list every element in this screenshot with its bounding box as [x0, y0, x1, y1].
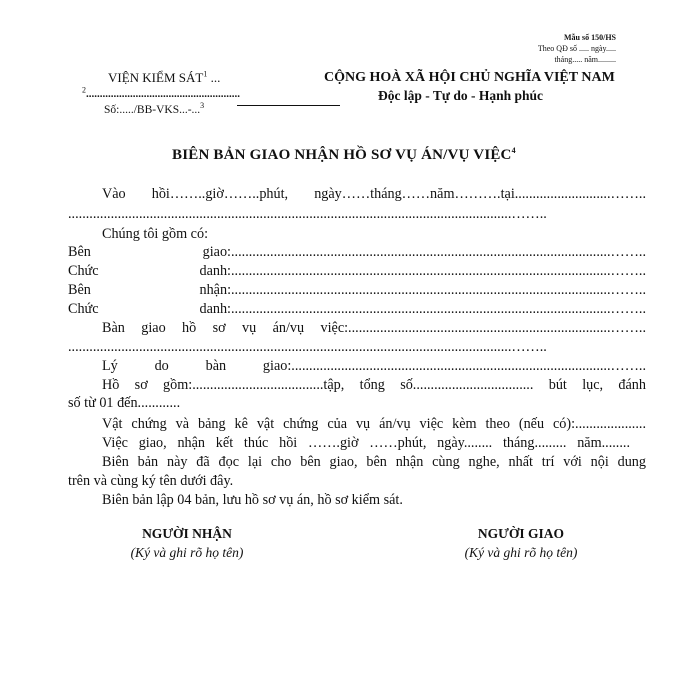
line-end-time: Việc giao, nhận kết thúc hồi …….giờ ……phút, ngày........ tháng......... năm........ — [102, 435, 630, 451]
org-subline-dots: ........................................................ — [86, 88, 240, 100]
line-read-aloud: Biên bản này đã đọc lại cho bên giao, bên nhận cùng nghe, nhất trí với nội dung — [102, 454, 646, 470]
national-motto: Độc lập - Tự do - Hạnh phúc — [378, 88, 544, 103]
line-receiver-title: Chức danh:...........................................................................................................…….. — [68, 301, 646, 317]
org-subline: $^2$........................................................ — [82, 85, 240, 100]
line-giver-title: Chức danh:...........................................................................................................…….. — [68, 263, 646, 279]
giver-note: (Ký và ghi rõ họ tên) — [464, 545, 578, 560]
line-receiver: Bên nhận:...........................................................................................................…….. — [68, 282, 646, 298]
line-case-file-continued: .............................................................................................................................…….. — [68, 339, 547, 355]
document-title: BIÊN BẢN GIAO NHẬN HỒ SƠ VỤ ÁN/VỤ VIỆC$^4$ — [172, 146, 516, 163]
receiver-title: NGƯỜI NHẬN — [142, 526, 232, 541]
line-case-file: Bàn giao hồ sơ vụ án/vụ việc:..........................................................................…….. — [102, 320, 646, 336]
header-underline — [237, 105, 340, 106]
line-file-numbering: số từ 01 đến............ — [68, 395, 181, 411]
form-code-date: tháng..... năm......... — [554, 55, 616, 64]
giver-title: NGƯỜI GIAO — [477, 526, 565, 541]
line-reason: Lý do bàn giao:..........................................................................................…….. — [102, 358, 646, 374]
document-number: Số:...../BB-VKS...-...$^3$ — [104, 101, 205, 116]
line-exhibits: Vật chứng và bảng kê vật chứng của vụ án/vụ việc kèm theo (nếu có):.................... — [102, 416, 646, 432]
line-giver: Bên giao:...........................................................................................................…….. — [68, 244, 646, 260]
form-code-number: Mẫu số 150/HS — [563, 33, 616, 42]
line-time-place: Vào hồi……..giờ……..phút, ngày……tháng……năm……….tại...........................…….. — [102, 186, 646, 202]
line-copies: Biên bản lập 04 bản, lưu hồ sơ vụ án, hồ sơ kiểm sát. — [102, 492, 403, 508]
line-signed-below: trên và cùng ký tên dưới đây. — [68, 473, 234, 489]
line-place-continued: .............................................................................................................................…….. — [68, 206, 547, 222]
form-code-decision: Theo QĐ số ..... ngày..... — [537, 44, 616, 53]
form-code-block — [538, 32, 616, 65]
line-file-contents: Hồ sơ gồm:.....................................tập, tổng số.................................. bút lục, đánh — [102, 377, 646, 393]
org-name: VIỆN KIỂM SÁT$^1$ ... — [108, 69, 221, 85]
line-participants-heading: Chúng tôi gồm có: — [102, 226, 209, 242]
republic-title: CỘNG HOÀ XÃ HỘI CHỦ NGHĨA VIỆT NAM — [324, 70, 615, 85]
receiver-note: (Ký và ghi rõ họ tên) — [130, 545, 244, 560]
